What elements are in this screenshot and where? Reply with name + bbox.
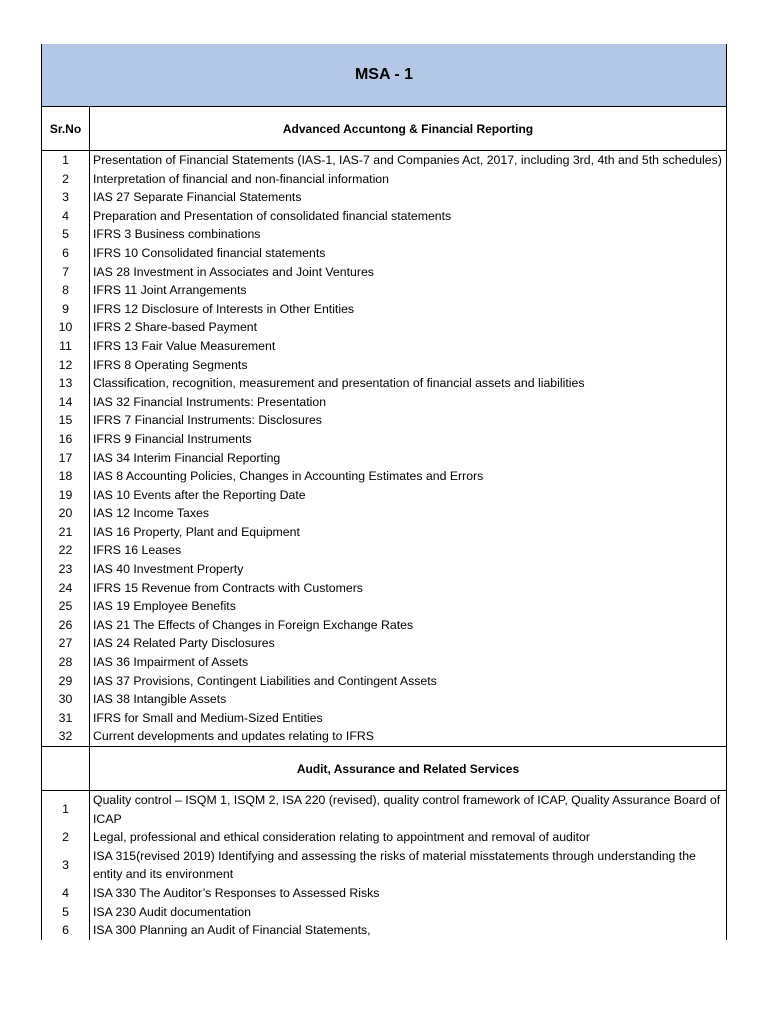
row-text: IFRS 8 Operating Segments (93, 357, 248, 372)
table-row (42, 672, 726, 691)
table-row (42, 616, 726, 635)
row-number: 19 (42, 486, 90, 505)
table-row (42, 709, 726, 728)
row-number: 18 (42, 467, 90, 486)
row-text: Classification, recognition, measurement and presentation of financial assets and liabilities (93, 376, 585, 391)
section-2-rows (42, 791, 726, 940)
row-text: Presentation of Financial Statements (IAS-1, IAS-7 and Companies Act, 2017, including 3rd, 4th and 5th schedules) (93, 153, 722, 167)
row-text: IAS 10 Events after the Reporting Date (93, 487, 306, 502)
table-row (42, 560, 726, 579)
row-number: 16 (42, 430, 90, 449)
sr-no-header-empty (42, 747, 90, 790)
table-row (42, 523, 726, 542)
row-text: IAS 34 Interim Financial Reporting (93, 450, 281, 465)
row-number: 23 (42, 560, 90, 579)
table-row (42, 318, 726, 337)
row-number: 2 (42, 828, 90, 847)
table-row (42, 281, 726, 300)
row-text: IFRS 10 Consolidated financial statements (93, 245, 326, 260)
row-number: 11 (42, 337, 90, 356)
row-number: 7 (42, 263, 90, 282)
table-row (42, 634, 726, 653)
row-number: 3 (42, 188, 90, 207)
row-number: 9 (42, 300, 90, 319)
table-row (42, 411, 726, 430)
row-number: 4 (42, 207, 90, 226)
row-text: IAS 19 Employee Benefits (93, 599, 236, 614)
table-row (42, 244, 726, 263)
row-number: 20 (42, 504, 90, 523)
row-number: 17 (42, 449, 90, 468)
table-row (42, 541, 726, 560)
row-text: IAS 36 Impairment of Assets (93, 655, 249, 670)
page-title: MSA - 1 (42, 44, 726, 107)
row-number: 15 (42, 411, 90, 430)
table-row (42, 356, 726, 375)
row-number: 2 (42, 170, 90, 189)
row-text: Preparation and Presentation of consolidated financial statements (93, 208, 452, 223)
table-row (42, 579, 726, 598)
row-text: IAS 38 Intangible Assets (93, 692, 227, 707)
row-number: 10 (42, 318, 90, 337)
row-number: 6 (42, 244, 90, 263)
table-row (42, 884, 726, 903)
table-row (42, 467, 726, 486)
row-text: IFRS 11 Joint Arrangements (93, 283, 247, 298)
row-number: 13 (42, 374, 90, 393)
row-text: IAS 24 Related Party Disclosures (93, 636, 275, 651)
table-row (42, 449, 726, 468)
row-text: ISA 230 Audit documentation (93, 904, 251, 919)
row-text: IFRS for Small and Medium-Sized Entities (93, 710, 323, 725)
row-number: 8 (42, 281, 90, 300)
row-text: IFRS 13 Fair Value Measurement (93, 338, 276, 353)
row-number: 5 (42, 903, 90, 922)
section-2-body (42, 791, 726, 940)
row-text: IFRS 2 Share-based Payment (93, 320, 258, 335)
section-1-body (42, 151, 726, 747)
section-1-rows (42, 151, 726, 746)
row-number: 31 (42, 709, 90, 728)
row-text: IFRS 7 Financial Instruments: Disclosures (93, 413, 322, 428)
table-row (42, 903, 726, 922)
row-number: 6 (42, 921, 90, 940)
row-text: IAS 21 The Effects of Changes in Foreign Exchange Rates (93, 617, 414, 632)
table-row (42, 921, 726, 940)
table-row (42, 653, 726, 672)
header-row (42, 107, 726, 151)
row-text: IAS 37 Provisions, Contingent Liabilities and Contingent Assets (93, 673, 437, 688)
row-text: Current developments and updates relating to IFRS (93, 729, 374, 744)
table-row (42, 300, 726, 319)
row-number: 14 (42, 393, 90, 412)
row-number: 27 (42, 634, 90, 653)
row-text: IAS 27 Separate Financial Statements (93, 190, 302, 205)
table-row (42, 151, 726, 170)
row-text: IFRS 3 Business combinations (93, 227, 261, 242)
row-text: ISA 330 The Auditor’s Responses to Assessed Risks (93, 885, 380, 900)
row-text: IAS 12 Income Taxes (93, 506, 209, 521)
row-text: Legal, professional and ethical consideration relating to appointment and removal of auditor (93, 830, 590, 845)
syllabus-table (41, 44, 727, 940)
section-heading-2: Audit, Assurance and Related Services (296, 761, 520, 776)
header-row-2 (42, 747, 726, 791)
table-row (42, 188, 726, 207)
row-number: 3 (42, 847, 90, 884)
row-number: 30 (42, 690, 90, 709)
table-row (42, 690, 726, 709)
row-text: IAS 28 Investment in Associates and Joint Ventures (93, 264, 374, 279)
row-number: 1 (42, 151, 90, 170)
table-row (42, 337, 726, 356)
table-row (42, 828, 726, 847)
table-row (42, 504, 726, 523)
row-text: IFRS 15 Revenue from Contracts with Customers (93, 580, 363, 595)
table-row (42, 791, 726, 828)
row-number: 32 (42, 727, 90, 746)
row-number: 1 (42, 791, 90, 828)
row-text: IFRS 16 Leases (93, 543, 182, 558)
table-row (42, 393, 726, 412)
row-text: Interpretation of financial and non-financial information (93, 171, 389, 186)
row-number: 25 (42, 597, 90, 616)
row-text: IAS 8 Accounting Policies, Changes in Accounting Estimates and Errors (93, 469, 484, 484)
table-row (42, 207, 726, 226)
row-text: ISA 315(revised 2019) Identifying and assessing the risks of material misstatements through understanding the entity and its environment (93, 848, 696, 882)
row-number: 5 (42, 225, 90, 244)
row-number: 12 (42, 356, 90, 375)
row-number: 21 (42, 523, 90, 542)
sr-no-header: Sr.No (42, 107, 90, 150)
row-number: 29 (42, 672, 90, 691)
table-row (42, 486, 726, 505)
table-row (42, 170, 726, 189)
table-row (42, 374, 726, 393)
row-text: IFRS 12 Disclosure of Interests in Other Entities (93, 301, 355, 316)
table-row (42, 263, 726, 282)
table-row (42, 430, 726, 449)
row-number: 22 (42, 541, 90, 560)
row-text: IAS 32 Financial Instruments: Presentation (93, 394, 327, 409)
table-row (42, 727, 726, 746)
row-number: 28 (42, 653, 90, 672)
table-row (42, 597, 726, 616)
table-row (42, 847, 726, 884)
table-row (42, 225, 726, 244)
row-text: IAS 16 Property, Plant and Equipment (93, 524, 300, 539)
row-number: 26 (42, 616, 90, 635)
section-heading-1: Advanced Accuntong & Financial Reporting (282, 121, 534, 136)
row-text: IFRS 9 Financial Instruments (93, 431, 252, 446)
row-text: Quality control – ISQM 1, ISQM 2, ISA 220 (revised), quality control framework of ICAP, Quality Assurance Board of ICAP (93, 793, 721, 826)
row-number: 24 (42, 579, 90, 598)
row-text: IAS 40 Investment Property (93, 562, 244, 577)
row-text: ISA 300 Planning an Audit of Financial Statements, (93, 923, 371, 938)
row-number: 4 (42, 884, 90, 903)
